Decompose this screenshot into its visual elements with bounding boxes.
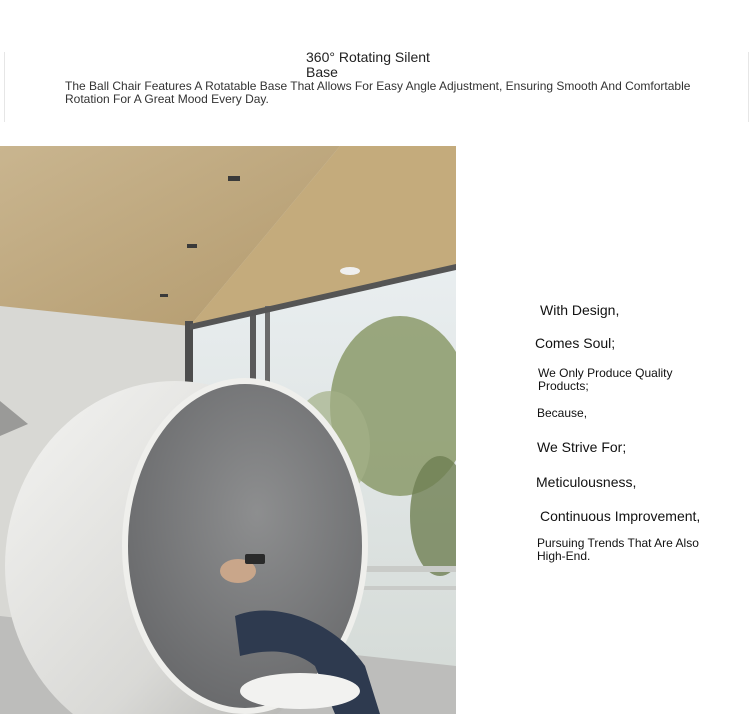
slogan-continuous-improvement: Continuous Improvement, bbox=[540, 508, 701, 524]
feature-title: 360° Rotating Silent Base bbox=[306, 49, 430, 80]
slogan-pursuing-trends: Pursuing Trends That Are Also High-End. bbox=[537, 536, 699, 563]
ball-chair-photo bbox=[0, 146, 456, 714]
left-divider bbox=[4, 52, 5, 122]
feature-description: The Ball Chair Features A Rotatable Base That Allows For Easy Angle Adjustment, Ensuring Smooth And Comfortable Rotation For A Great Mood Every Day. bbox=[65, 79, 691, 106]
slogan-quality-products: We Only Produce Quality Products; bbox=[538, 366, 673, 393]
slogan-meticulousness: Meticulousness, bbox=[536, 474, 637, 490]
slogan-because: Because, bbox=[537, 406, 588, 420]
slogan-with-design: With Design, bbox=[540, 302, 620, 318]
right-divider bbox=[748, 52, 749, 122]
slogan-strive-for: We Strive For; bbox=[537, 439, 627, 455]
slogan-comes-soul: Comes Soul; bbox=[535, 335, 616, 351]
